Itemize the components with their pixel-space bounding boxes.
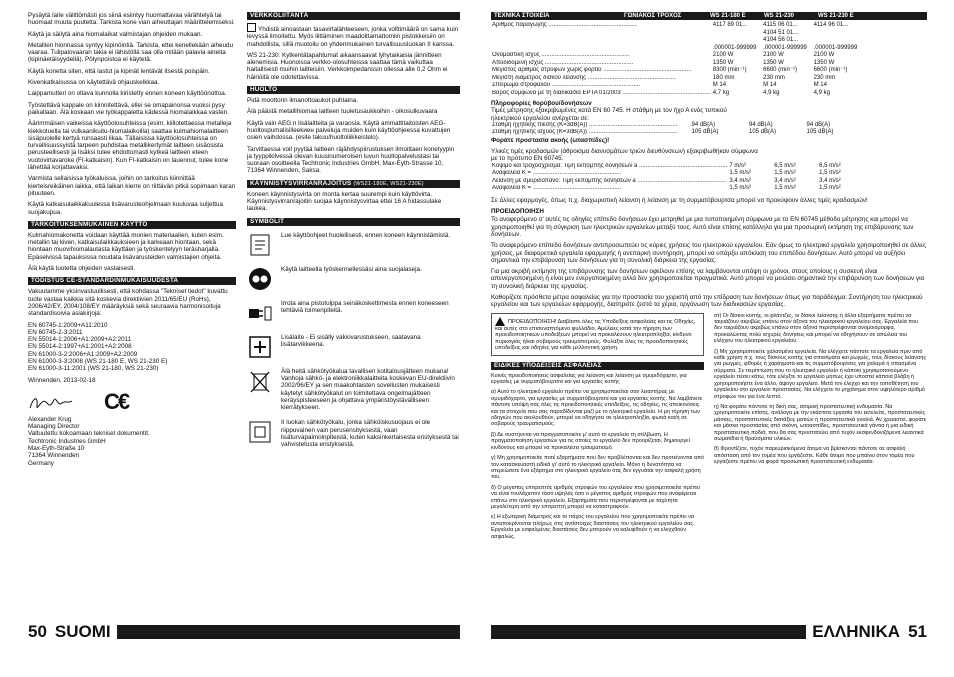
safety-paragraphs-gr	[491, 373, 704, 540]
page-number: 50	[28, 622, 47, 641]
paragraph: Käytä konetta siten, että lastut ja kipinät lentävät itsestä poispäin.	[28, 67, 210, 75]
ce-intro: Vakuutamme yksinvastuullisesti, että kohdassa "Tekniset tiedot" kuvattu tuote vastaa kaikkia sitä koskevia direktiivien 2011/65/EU (RoHs), 2006/42/EY, 2004/108/EY määräyksiä sekä seuraavia harmonisoituja standardisoivia asiakirjoja:	[28, 288, 228, 318]
caution-paragraphs	[491, 216, 927, 308]
paragraph: Äärimmäisen vaikeissa käyttöolosuhteissa (esim. kiillotettaessa metalleja kiekkotuella tai vulkaanikuitu-hiomalaikoilla) saattaa kulmahiomalaitteen sisäpuolelle kertyä runsaasti likaa. Tällaisissa käyttöolosuhteissa on turvallisuussyistä tarpeen puhdistaa metallikertymät laitteen sisäosista perusteellisesti ja lisäksi tulee ehdottomasti kytkeä laitteen eteen vuotovirtavarokе (FI-katkaisin). Kun FI-katkaisin on lauennut, tulee kone lähettää korjattavaksi.	[28, 120, 232, 172]
signer-name: Alexander Krug	[28, 415, 72, 423]
section-title: KÄYNNISTYSVIRRANRAJOITUS (WS21-180E, WS21-230E)	[247, 180, 460, 188]
table-row: Βάρος σύμφωνα με τη διαδικασία EPTA 01/2003 ..................................................... 4,7 kg 4,9 kg 4,9 kg	[492, 89, 830, 96]
authorized-docs: Valtuutettu kokoamaan tekniset dokumentit.	[28, 430, 150, 438]
standard-item: EN 61000-3-2:2006+A1:2009+A2:2009	[28, 350, 138, 358]
left-subcol	[491, 313, 704, 544]
maintenance-paragraphs	[247, 97, 460, 175]
paragraph: ε) Η εξωτερική διάμετρος και το πάχος του εργαλείου που χρησιμοποιείτε πρέπει να ανταποκρίνονται πλήρως στις αντίστοιχες διαστάσεις του ηλεκτρικού εργαλείου σας. Εργαλεία με εσφαλμένες διαστάσεις δεν μπορούν να καλυφθούν ή να ελεγχθούν ασφαλώς.	[491, 514, 695, 540]
table-row: Λείανση με σμυριδόπανο: Τιμή εκπομπής δόνησεων a ..................................................... 3,4 m/s² 3,4 m/s² 3,4 m/s²	[492, 177, 841, 184]
accessory-icon	[247, 334, 273, 360]
paragraph: Käytä vain AEG:n lisälaitteita ja varaosia. Käytä ammattitaitoisten AEG-huoltospumalisilleekиен palveluja muiden kuin käyttöohjeessa kuvattujen osien vaihdossa. (esite takuu/huoltoliikkeistelo).	[247, 119, 451, 142]
symbol-item: Lue käyttöohjeet huolellisesti, ennen koneen käynnistämistä.	[247, 232, 460, 258]
caution-title: ΠΡΟΕΙΔΟΠΟΙΗΣΗ	[491, 208, 544, 216]
paragraph: Kivenkatkaisussa on käytettävä ohjauskelkkaa.	[28, 79, 160, 87]
paragraph: δ) Ο μέγιστος επιτρεπτός αριθμός στροφών του εργαλείου που χρησιμοποιείτε πρέπει να είναι τουλάχιστον τόσο υψηλός όσο ο μέγιστος αριθμός στροφών που αναφέρεται επάνω στο ηλεκτρικό εργαλείο. Εξαρτήματα που περιστρέφονται με ταχύτητα μεγαλύτερη από την επιτρεπτή μπορεί να καταστραφούν.	[491, 484, 700, 510]
vibration-intro: Υλικές τιμές κραδασμών (άθροισμα διανυσμάτων τριών διευθύνσεων) εξακριβωθήκαν σύμφωνα με το πρότυπο EN 60745.	[491, 148, 758, 163]
street: Max-Eyth-Straße 10	[28, 445, 85, 453]
model-name: WS 21-230 E	[818, 13, 854, 19]
warning-box: ΠΡΟΕΙΔΟΠΟΙΗΣΗ! Διαβάστε όλες τις Υποδείξεις ασφαλείας και τις Οδηγίες, και αυτές στο επισυναπτόμενο φυλλάδιο. Αμέλειες κατά την τήρηση των προειδοποιητικών υποδείξεων μπορεί να προκαλέσουν ηλεκτροπληξία, κίνδυνο πυρκαγιάς ή/και σοβαρούς τραυματισμούς. Φυλάξτε όλες τις προειδοποιητικές υποδείξεις και οδηγίες για κάθε μελλοντική χρήση.	[491, 313, 704, 356]
table-row: Στάθμη ηχητικής ισχύος (K=3dB(A)) ..................................................... 105 dB(A) 105 dB(A) 105 dB(A)	[492, 129, 834, 136]
noise-table	[491, 122, 863, 137]
table-row: Αποδιδόμενη ισχύς ..................................................... 1350 W 1350 W 1350 W	[492, 59, 835, 66]
footer-left	[28, 624, 460, 640]
paragraph: Pysäytä laite välittömästi jos siinä esiintyy huomattavaa värähtelyä tai huomaat muuta puutetta. Tarkista kone vian aiheuttajan määrittelemiseksi.	[28, 12, 235, 27]
table-row: Στάθμη ηχητικής πίεσης (K=3dB(A)) ..................................................... 94 dB(A) 94 dB(A) 94 dB(A)	[492, 121, 831, 128]
section-title: VERKKOLIITÄNTÄ	[247, 12, 460, 20]
paragraph: α) Αυτό το ηλεκτρικό εργαλείο πρέπει να χρησιμοποιείται σαν λειαντήρας με σμυριδόχαρτο, για εργασίες με συρματόβουρτσα και για εργασίες κοπής. Να λαμβάνετε πάντοτε υπόψη σας όλες τις προειδοποιητικές υποδείξεις, τις οδηγίες, τις απεικονίσεις και τα στοιχεία που σας παραδίδονται μαζί με το ηλεκτρικό εργαλείο. Η μη τήρηση των οδηγιών που ακολουθούν, μπορεί να οδηγήσει σε ηλεκτροπληξία, φωτιά και/ή σε σοβαρούς τραυματισμούς.	[491, 389, 703, 428]
language-label: SUOMI	[54, 622, 111, 641]
table-row: Αναφαλεία K = ..................................................... 1,5 m/s² 1,5 m/s² 1,5 m/s²	[492, 185, 841, 192]
company: Techtronic Industries GmbH	[28, 437, 106, 445]
signer-title: Managing Director	[28, 423, 80, 431]
standard-item: EN 61000-3-11:2001 (WS 21-180, WS 21-230)	[28, 365, 159, 373]
table-row: 4104 56 01...	[763, 37, 799, 43]
symbol-item: Lisälaite - Ei sisälly vakiovarustukseen, saatavana lisätarvikkeena.	[247, 334, 460, 360]
table-row: .000001-999999 .000001-999999 .000001-999999	[712, 44, 858, 51]
mains-paragraph: Yhdistä ainoastaan tasavirtalähteeseen, jonka volttimäärä on sama kuin levyssä ilmoitettu. Myös liittäminen maadoittamattomiin pistokkeisiin on mahdollista, sillä muotoilu on yhdenmukainen turvallisuusluokan II kanssa.	[247, 23, 460, 48]
tech-data-table	[491, 22, 863, 97]
paragraph: Το αναφερόμενο σ' αυτές τις οδηγίες επίπεδο δονήσεων έχει μετρηθεί με μια τυποποιημένη σύμφωνα με το EN 60745 μέθοδο μέτρησης και μπορεί να χρησιμοποιηθεί για τη σύγκριση των ηλεκτρικών εργαλείων μεταξύ τους. Αυτό είναι επίσης κατάλληλο για μια προσωρινή εκτίμηση της επιβάρυνσης των δονήσεων.	[491, 216, 914, 238]
book-icon	[247, 232, 273, 258]
plug-symbol-icon	[247, 23, 256, 32]
section-title: SYMBOLIT	[247, 218, 460, 226]
paragraph: στ) Οι δίσκοι κοπής, οι φλάντζες, οι δίσκοι λείανσης ή άλλα εξαρτήματα πρέπει να ταιριάζουν ακριβώς επάνω στον άξονα του ηλεκτρικού εργαλείου σας. Εργαλεία που δεν ταιριάζουν ακριβώς επάνω στον άξονα περιστρέφονται ανομοιόμορφα, προκαλώντας πολύ ισχυρές δονήσεις και μπορεί να οδηγήσουν σε απώλεια του ελέγχου του ηλεκτρικού εργαλείου.	[714, 312, 919, 345]
standard-item: EN 55014-2:1997+A1:2001+A2:2008	[28, 343, 132, 351]
symbols-list	[247, 232, 460, 449]
section-title: HUOLTO	[247, 86, 460, 94]
paragraph: Älä käytä tuotetta ohjeiden vastaisesti.	[28, 265, 136, 273]
footer-right	[491, 624, 927, 640]
paragraph: θ) Φροντίζετε, τυχόν παρευρισκόμενα άτομα να βρίσκονται πάντοτε σε ασφαλή απόσταση από τον τομέα που εργάζεστε. Κάθε άτομο που μπαίνει στον τομέα που εργάζεστε πρέπει να φορά προσωπική προστατευτική ενδυμασία.	[714, 446, 915, 466]
signature-icon	[28, 392, 74, 414]
section-title: TARKOITUKSENMUKAINEN KÄYTTÖ	[28, 221, 236, 229]
paragraph: Työstettävä kappale on kiinnitettävä, ellei se omapainonsa vuoksi pysy paikallaan. Älä koskaan vie työkappaletta kädessä hiomalaikkaa vasten.	[28, 101, 229, 116]
paragraph: β) Δε συστήνεται να πραγματοποιείτε μ' αυτό το εργαλείο τη στίλβωση. Η πραγματοποίηση εργασιών για τις οποίες το εργαλείο δεν προορίζεται, δημιουργεί κινδύνους και μπορεί να προκαλέσει τραυματισμό.	[491, 431, 690, 451]
paragraph: Metallien hionnassa syntyy kipinöintiä. Tarkista, ettei kenellekään aiheudu vaaraa. Tulipalovaaran takia ei lähistöllä saa olla mitään palavia aineita (kipinäetäisyydellä). Pölynpoistoa ei käytetä.	[28, 41, 234, 64]
paragraph: γ) Μη χρησιμοποιείτε ποτέ εξαρτήματα που δεν προβλέπονται και δεν προτείνονται από τον κατασκευαστή ειδικά γι' αυτό το ηλεκτρικό εργαλείο. Μόνο η δυνατότητα να στερεώσετε ένα εξάρτημα στο ηλεκτρικό εργαλείο σας δεν εγγυάται την ασφαλή χρήση του.	[491, 455, 704, 481]
symbol-item: Älä heitä sähkötyökalua tavallisen kotitalousjätteen mukana! Vanhoja sähkö- ja elektroniikkalaitteita koskevan EU-direktiivin 2002/96/EY ja sen maakohtaisten sovellusten mukaisesti käytetyt sähkötyökalut on toimitettava ongelmajätteen keräyspisteeseen ja ohjattava ympäristöystävälliseen kierrätykseen.	[247, 368, 460, 412]
standard-item: EN 61000-3-3:2008 (WS 21-180 E, WS 21-230 E)	[28, 357, 168, 365]
ear-note: Φοράτε προστασία ακοής (ωτασπίδες)!	[491, 136, 610, 144]
table-row: Μέγιστος αριθμός στροφών χωρίς φορτίο ..................................................... 8300 (min⁻¹) 6600 (min⁻¹) 6600 (min⁻¹)	[492, 67, 848, 73]
paragraph: Kulmahiomakonetta voidaan käyttää monien materiaalien, kuten esim. metallin tai kiven, katkaisulaikkauksiееn ja karkeaan hiontaan, sekä hiontaan muovihiomalautasta käyttäen ja työskentelyyn teräsharjalla. Epäselvissä tapauksissa noudata lisävarusteiden valmistajien ohjeita.	[28, 231, 224, 261]
footer-rule	[491, 625, 806, 639]
table-row: Αριθμός παραγωγής ..................................................... 4117 89 01... 4115 06 01... 4114 96 01...	[492, 22, 849, 28]
symbol-item: Irrota aina pistotulppa seinäkoskettimesta ennen koneeseen tehtäviä toimenpiteitä.	[247, 300, 460, 326]
ws21-230-paragraph: WS 21-230: Kytkentätapahtumat aikaansaavat lyhytaikaisia jännitteen alenemisia. Huonoissa verkko-olosuhteissa saattaa tämä vaikuttaa haitallisesti muihin laitteisiin. Verkkoimpedanssin ollessa alle 0,2 Ohm ei häiriöitä ole odotettavissa.	[247, 51, 448, 81]
paragraph: Käytä katkaisulaikkakuulessa lisävarusteohjelmaan kuuluvaa suljettua suojakupua.	[28, 201, 223, 216]
vibration-table	[491, 163, 863, 193]
right-col	[491, 12, 927, 544]
paragraph: Käytä ja säilytä aina hiomalaikat valmistajan ohjeiden mukaan.	[28, 30, 203, 38]
paragraph: Tarvittaessa voit pyytää laitteen räjähdyspiirustuksen ilmoittaen konetyypin ja tyyppikilvessä olevan kuusinumeroisen luvun huoltopalvelustasi tai suoraan osoitteella Techtronic Industries GmbH, Max-Eyth-Strasse 10, 71364 Winnenden, Saksa.	[247, 145, 455, 175]
table-row: Αναφαλεία K = ..................................................... 1,5 m/s² 1,5 m/s² 1,5 m/s²	[492, 170, 841, 177]
tech-data-header: ΤΕΧΝΙΚΑ ΣΤΟΙΧΕΙΑ ΓΩΝΙΑΚΟΣ ΤΡΟΧΟΣ WS 21-180 E WS 21-230 WS 21-230 E	[491, 12, 927, 20]
paragraph: η) Να φοράτε πάντοτε τη δική σας, ατομική προστατευτική ενδυμασία. Να χρησιμοποιείτε επίσης, ανάλογα με την εκάστοτε εργασία του εκτελείτε, προστατευτικές μάσκες, προστατευτικές διατάξεις ματιών ή προστατευτικά γυαλιά. Αν χρειαστεί, φοράτε και μάσκα προστασίας από σκόνη, ωτοασπίδες, προστατευτικά γάντια ή μια ειδική προστατευτική ποδιά, που θα σας προστατεύει από τυχόν εκσφενδονιζόμενα λειαντικά σωματίδια ή θραύσματα υλικών.	[714, 403, 927, 442]
unplug-icon	[247, 300, 273, 326]
footer-rule	[117, 625, 460, 639]
soft-start-paragraph: Koneen käynnistysvirta on monta kertaa suurempi kuin käyttövirta. Käynnistysvirranrajoitin suojaa käynnistysvirtaa ettei 16 A hidassulake laukea.	[247, 190, 442, 213]
safety-paragraphs-fi	[28, 12, 236, 216]
paragraph: Για μια ακριβή εκτίμηση της επιβάρυνσης των δονήσεων οφείλουν επίσης να λαμβάνονται υπόψη οι χρόνοι, στους οποίους η συσκευή είναι απενεργοποιημένη ή είναι μεν ενεργοποιημένη αλλά δεν χρησιμοποιείται πραγματικά. Αυτό μπορεί να μειώσει σημαντικά την επιβάρυνση των δονήσεων για τη συνολική διάρκεια της εργασίας.	[491, 268, 925, 290]
paragraph: Pidä moottorin ilmanottoaukot puhtaina.	[247, 97, 358, 105]
page-number: 51	[908, 622, 927, 641]
paragraph: Το αναφερόμενο επίπεδο δονήσεων αντιπροσωπεύει τις κύριες χρήσεις του ηλεκτρικού εργαλείου. Εάν όμως το ηλεκτρικό εργαλείο χρησιμοποιηθεί σε άλλες χρήσεις, με διαφορετικά εργαλεία εφαρμογής ή ανεπαρκή συντήρηση, μπορεί να υπάρξει απόκλιση του επιπέδου δονήσεων. Αυτό μπορεί να αυξήσει σημαντικά την επιβάρυνση των δονήσεων για τη συνολική διάρκεια της εργασίας.	[491, 242, 927, 264]
city: 71364 Winnenden	[28, 452, 80, 460]
warning-triangle-icon	[495, 317, 505, 326]
paragraph: ζ) Μη χρησιμοποιείτε χαλασμένα εργαλεία. Να ελέγχετε πάντοτε τα εργαλεία πριν από κάθε χρήση π.χ. τους δίσκους κοπής για σπασίματα και ρωγμές, τους δίσκους λείανσης για ρωγμές, φθορές ή χαράγματα και τις συρματόβουρτσες για χαλαρά ή σπασμένα σύρματα. Σε περίπτωση που το ηλεκτρικό εργαλείο ή κάποιο χρησιμοποιούμενο εργαλείο πέσει κάτω, τότε ελέγξτε το εργαλείο μήπως έχει υποστεί κάποια βλάβη ή χρησιμοποιήστε ένα άλλο, άψογο εργαλείο. Μετά τον έλεγχο και την τοποθέτηση του εργαλείου στο εργαλείο προστασίας. Να ελέγχετε το μηχάνημα στον υψηλότερο αριθμό στροφών του για ένα λεπτό.	[714, 348, 927, 400]
standard-item: EN 60745-2-3:2011	[28, 328, 83, 336]
weee-bin-icon	[247, 368, 273, 394]
place-date: Winnenden, 2013-02-18	[28, 376, 96, 384]
model-name: WS 21-180 E	[710, 13, 746, 19]
other-applications: Σε άλλες εφαρμογές, όπως π.χ. διαχωριστική λείανση ή λείανση με τη συρματόβουρτσα μπορεί να προκύψουν άλλες τιμές κραδασμών!	[491, 196, 868, 204]
table-row: Σπείρωμα στροφάλου ..................................................... M 14 M 14 M 14	[492, 82, 827, 88]
symbol-item: Käytä laitteella työskennellessäsi aina suojalaseja.	[247, 266, 460, 292]
right-subcol	[714, 313, 927, 544]
paragraph: Varmista sellaisissa työkaluissa, joihin on tarkoitus kiinnittää kierteisreikäinen laikka, että laikan kierre on riittävän pitkä sopimaan karan pituuteen.	[28, 175, 236, 197]
paragraph: Καθορίζετε πρόσθετα μέτρα ασφαλείας για την προστασία του χειριστή από την επίδραση των δονήσεων όπως για παράδειγμα: Συντήρηση του ηλεκτρικού εργαλείου και των εργαλείων εφαρμογής, διατηρείτε ζεστά τα χέρια, οργάνωση των διαδικασιών εργασίας.	[491, 294, 923, 309]
paragraph: Κοινές προειδοποιήσεις ασφαλείας για λείανση και λείανση με σμυριδόχαρτο, για εργασίες με συρματόβουρτσα και για εργασίες κοπής	[491, 372, 687, 386]
left-col1	[28, 12, 236, 467]
section-title: TODISTUS CE-STANDARDINMUKAISUUDESTA	[28, 277, 236, 285]
country: Germany	[28, 459, 54, 467]
noise-intro: Τιμές μέτρησης εξακριβωμένες κατά EN 60 745. Η στάθμη με τον ήχο Α ενός τυπικού ηλεκτρικού εργαλείου ανέρχεται σε:	[491, 107, 727, 122]
paragraph: Älä päästä metallihiomaa laitteen tuuletusaukkoihin - oikosulkuvaara	[247, 108, 438, 116]
standards-list	[28, 322, 236, 373]
section-title: ΕΙΔΙΚΕΣ ΥΠΟΔΕΙΞΕΙΣ ΑΣΦΑΛΕΙΑΣ	[491, 362, 704, 370]
table-row: Ονομαστική ισχύς ..................................................... 2100 W 2100 W 2100 W	[492, 52, 835, 58]
table-row: 4104 51 01...	[763, 29, 799, 36]
table-row: Κόψιμο και τροχοσχρίσμα: Τιμή εκπομπής δόνησεων a ..................................................... 7 m/s² 6,5 m/s² 6,5 m/s²	[492, 162, 841, 169]
model-name: WS 21-230	[764, 13, 795, 19]
intended-use-paragraphs	[28, 232, 236, 272]
table-row: Μέγιστη διάμετρος δίσκου λείανσης ..................................................... 180 mm 230 mm 230 mm	[492, 74, 836, 81]
paragraph: Laippamutteri on oltava kunnolla kiristetty ennen koneen käyttöönottoa.	[28, 90, 227, 98]
ce-mark-icon: C€	[104, 389, 129, 415]
standard-item: EN 55014-1:2006+A1:2009+A2:2011	[28, 336, 132, 344]
left-col2	[247, 12, 460, 457]
symbol-item: II luokan sähkötyökalu, jonka sähköiskusuojaus ei ole riippuvainen vain perusensityksestä, vaan lisäturvapaimoinpiteistä, kuten kaksinkertaisesta eristyksestä tai vahvistetusta eristyksestä.	[247, 419, 460, 448]
goggles-icon	[247, 266, 273, 292]
class-ii-icon	[247, 419, 273, 445]
noise-title: Πληροφορίες θορύβου/δονήσεων	[491, 100, 592, 107]
language-label: ΕΛΛΗΝΙΚΑ	[812, 622, 901, 641]
standard-item: EN 60745-1:2009+A11:2010	[28, 321, 108, 329]
